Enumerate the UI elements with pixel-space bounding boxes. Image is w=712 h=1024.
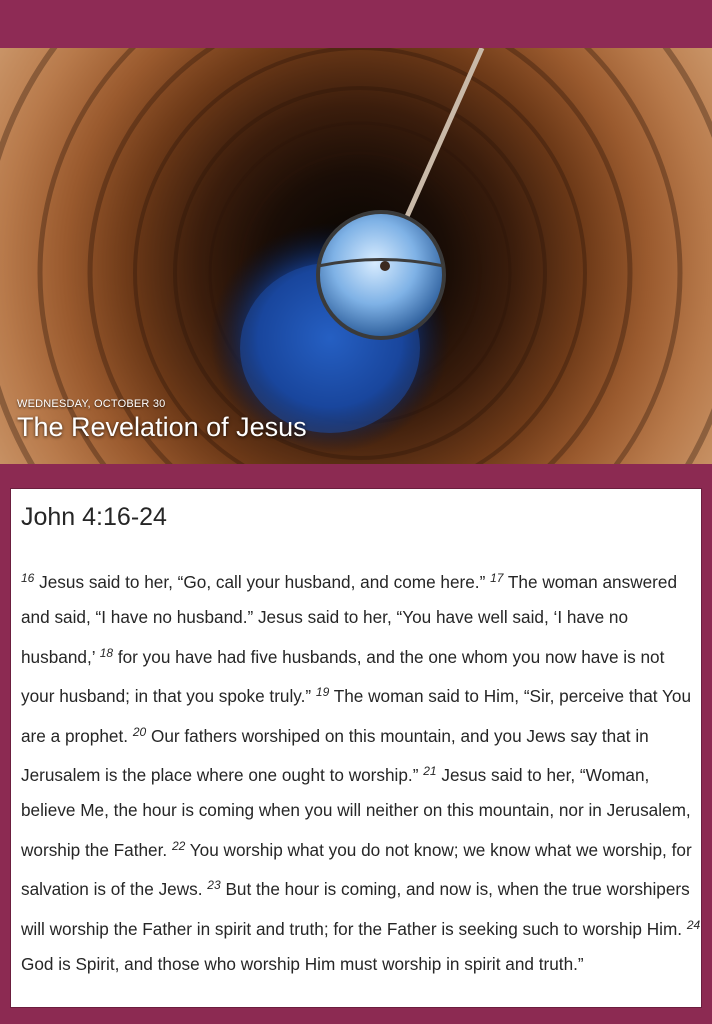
verse-number: 16 (21, 571, 35, 585)
verse-number: 24 (686, 917, 701, 932)
verse-text: Our fathers worshiped on this mountain, and you Jews say that in Jerusalem is the place where one ought to worship.” (21, 725, 649, 786)
verse-text: You worship what you do not know; we know what we worship, for salvation is of the Jews. (21, 839, 692, 900)
verse-number: 21 (423, 764, 437, 779)
verse-number: 20 (132, 724, 147, 739)
verse-text: The woman answered and said, “I have no husband.” Jesus said to her, “You have well said, ‘I have no husband,’ (21, 572, 678, 667)
verse-text: Jesus said to her, “Woman, believe Me, the hour is coming when you will neither on this mountain, nor in Jerusalem, worship the Father. (21, 765, 691, 860)
verse-number: 18 (99, 645, 114, 660)
scripture-card (10, 488, 702, 1008)
verse-text: Jesus said to her, “Go, call your husband, and come here.” (39, 572, 486, 592)
post-date: WEDNESDAY, OCTOBER 30 (17, 398, 166, 410)
verse-number: 22 (171, 838, 186, 853)
post-title[interactable]: The Revelation of Jesus (17, 412, 307, 442)
top-bar (0, 0, 712, 48)
passage-text (21, 561, 701, 982)
verse-number: 17 (490, 571, 504, 585)
verse-number: 23 (207, 878, 221, 893)
verse-text: God is Spirit, and those who worship Him must worship in spirit and truth.” (21, 954, 584, 975)
hero-banner[interactable] (0, 48, 712, 464)
verse-text: But the hour is coming, and now is, when the true worshipers will worship the Father in spirit and truth; for the Father is seeking such to worship Him. (21, 879, 690, 939)
verse-number: 19 (315, 685, 330, 700)
verse-text: for you have had five husbands, and the one whom you now have is not your husband; in that you spoke truly.” (21, 646, 665, 707)
passage-reference: John 4:16-24 (21, 503, 167, 531)
verse-text: The woman said to Him, “Sir, perceive that You are a prophet. (21, 686, 692, 746)
